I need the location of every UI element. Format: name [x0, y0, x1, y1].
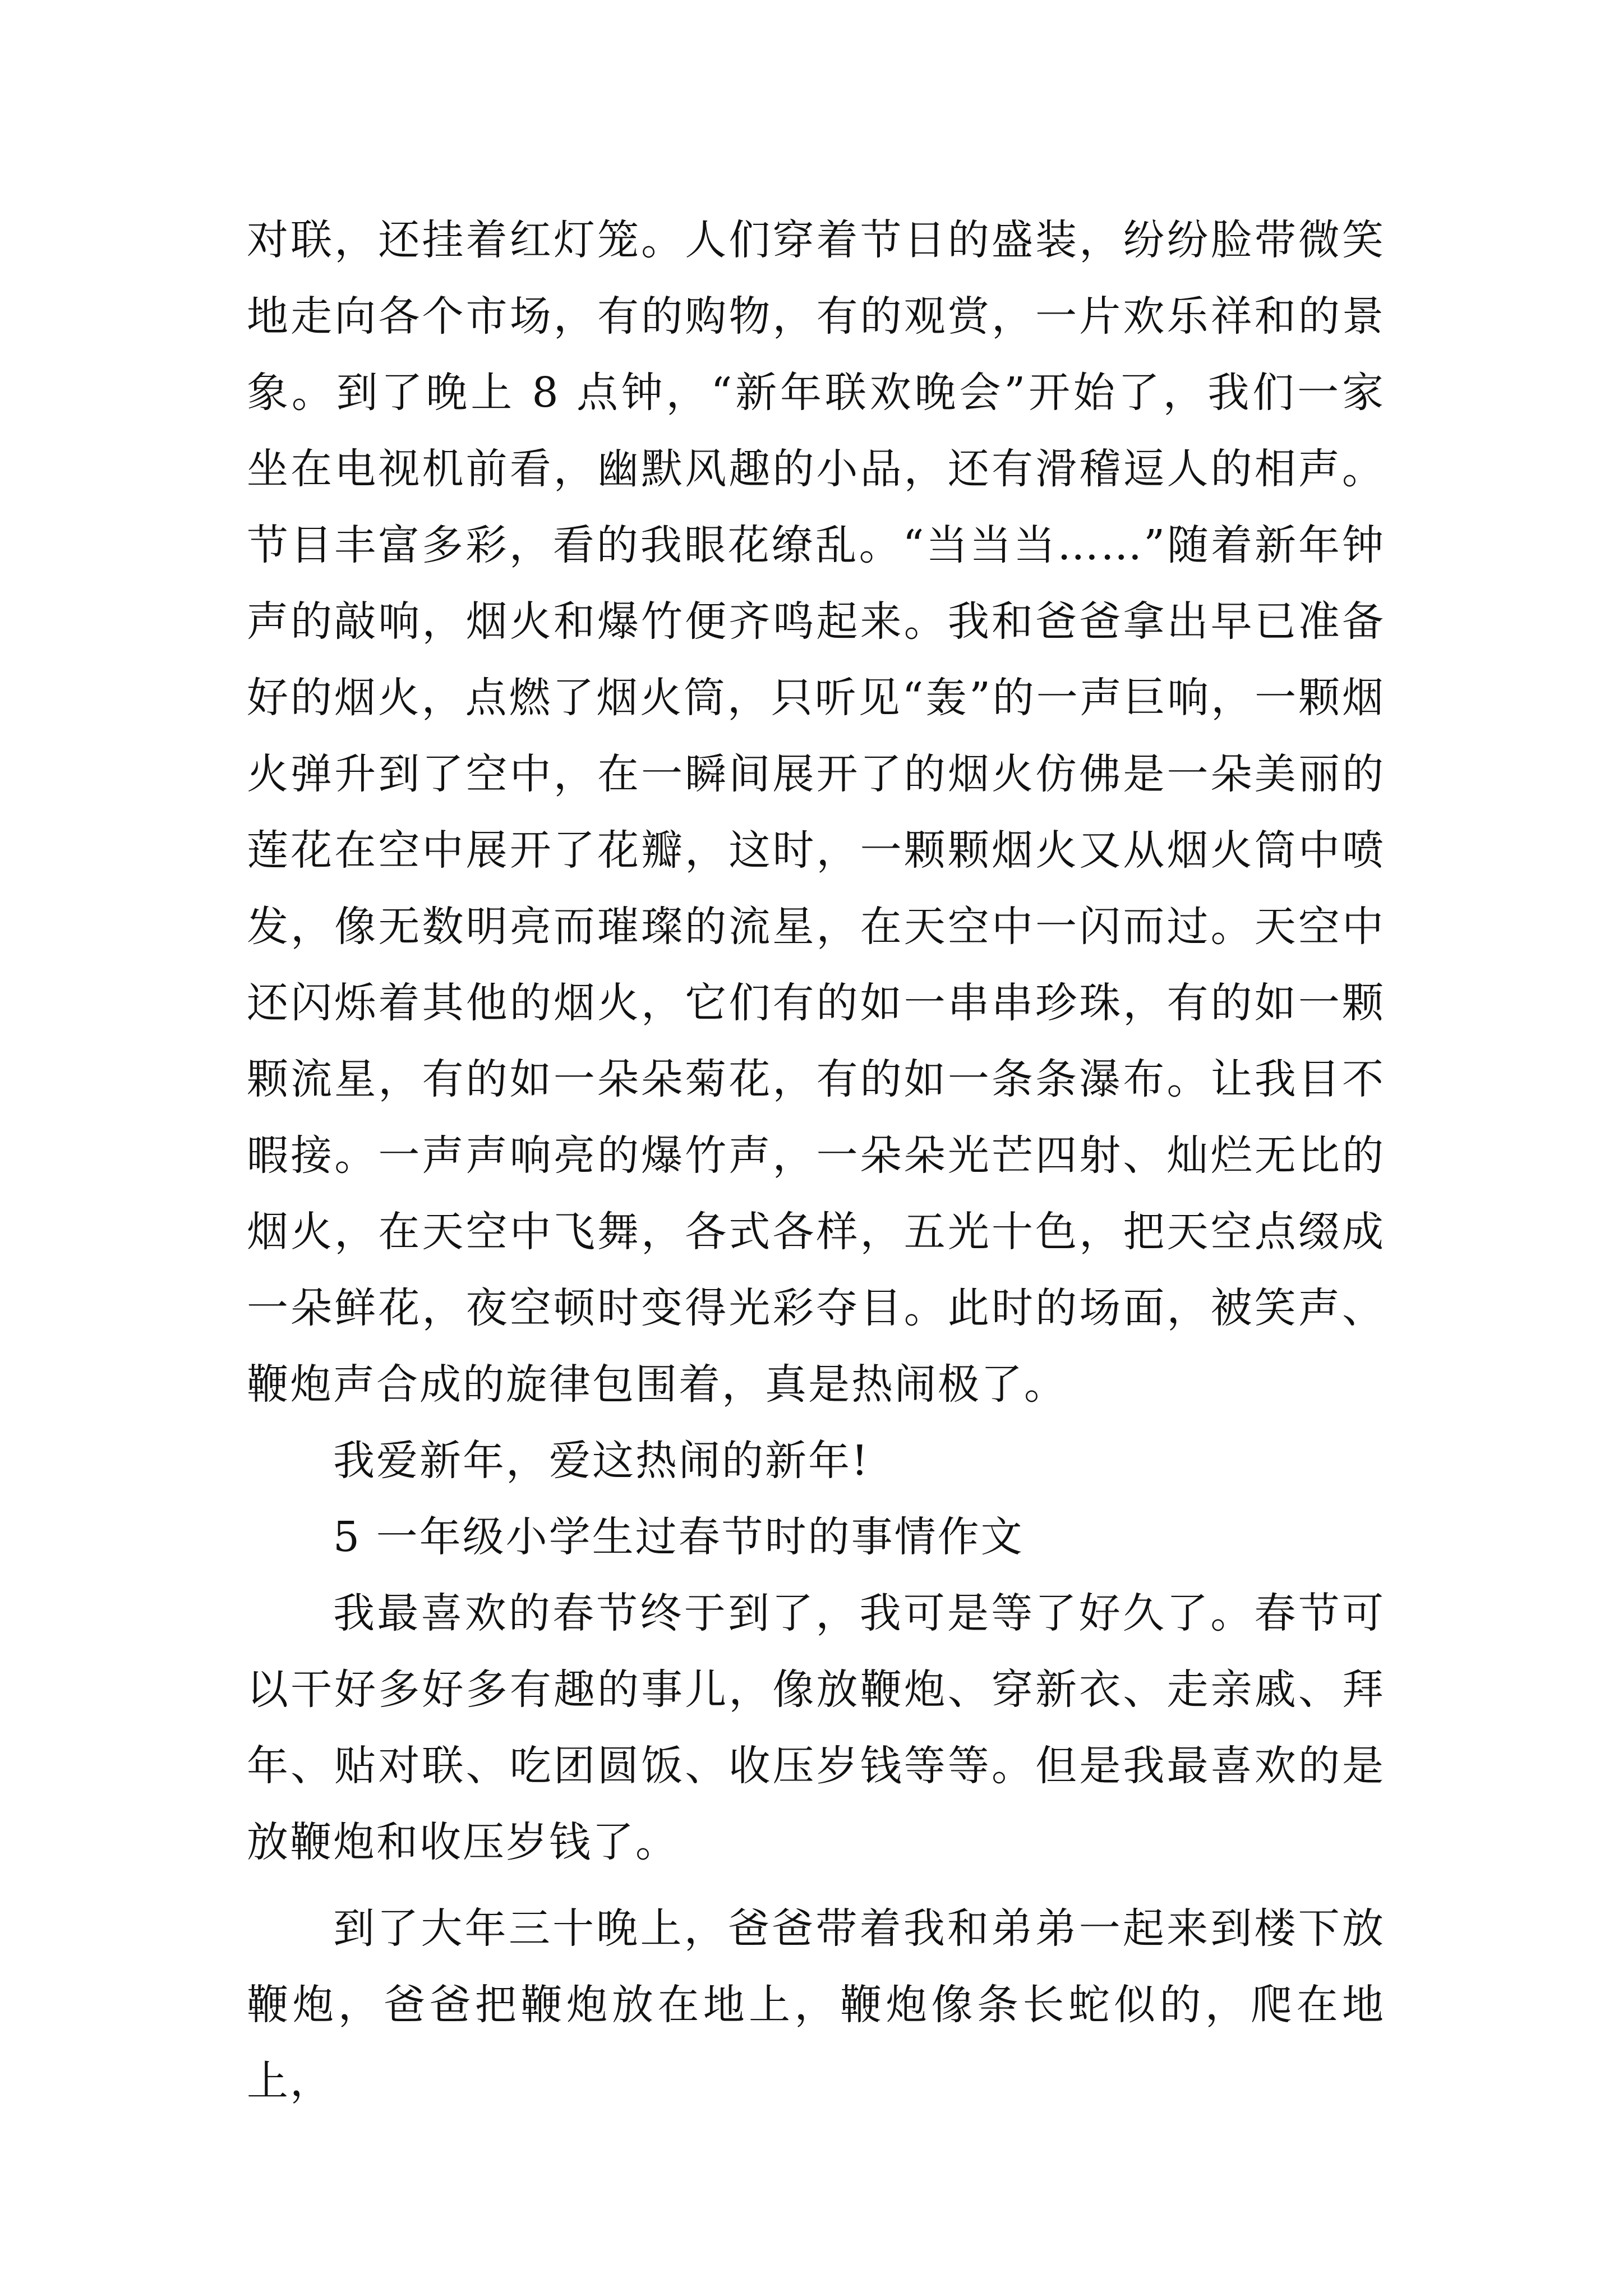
paragraph-new-years-eve: 到了大年三十晚上，爸爸带着我和弟弟一起来到楼下放鞭炮，爸爸把鞭炮放在地上，鞭炮像条长蛇似的，爬在地上，: [247, 1904, 1385, 2105]
essay-heading: 5 一年级小学生过春节时的事情作文: [333, 1513, 1024, 1561]
paragraph-love-new-year: 我爱新年，爱这热闹的新年!: [333, 1437, 870, 1485]
paragraph-favorite-spring-festival: 我最喜欢的春节终于到了，我可是等了好久了。春节可以干好多好多有趣的事儿，像放鞭炮、穿新衣、走亲戚、拜年、贴对联、吃团圆饭、收压岁钱等等。但是我最喜欢的是放鞭炮和收压岁钱了。: [247, 1589, 1385, 1866]
paragraph-fireworks-night: 对联，还挂着红灯笼。人们穿着节日的盛装，纷纷脸带微笑地走向各个市场，有的购物，有的观赏，一片欢乐祥和的景象。到了晚上 8 点钟，“新年联欢晚会”开始了，我们一家坐在电视机前看，幽默风趣的小品，还有滑稽逗人的相声。节目丰富多彩，看的我眼花缭乱。“当当当……”随着新年钟声的敲响，烟火和爆竹便齐鸣起来。我和爸爸拿出早已准备好的烟火，点燃了烟火筒，只听见“轰”的一声巨响，一颗烟火弹升到了空中，在一瞬间展开了的烟火仿佛是一朵美丽的莲花在空中展开了花瓣，这时，一颗颗烟火又从烟火筒中喷发，像无数明亮而璀璨的流星，在天空中一闪而过。天空中还闪烁着其他的烟火，它们有的如一串串珍珠，有的如一颗颗流星，有的如一朵朵菊花，有的如一条条瀑布。让我目不暇接。一声声响亮的爆竹声，一朵朵光芒四射、灿烂无比的烟火，在天空中飞舞，各式各样，五光十色，把天空点缀成一朵鲜花，夜空顿时变得光彩夺目。此时的场面，被笑声、鞭炮声合成的旋律包围着，真是热闹极了。: [247, 216, 1385, 1409]
document-body: [247, 202, 1385, 2119]
